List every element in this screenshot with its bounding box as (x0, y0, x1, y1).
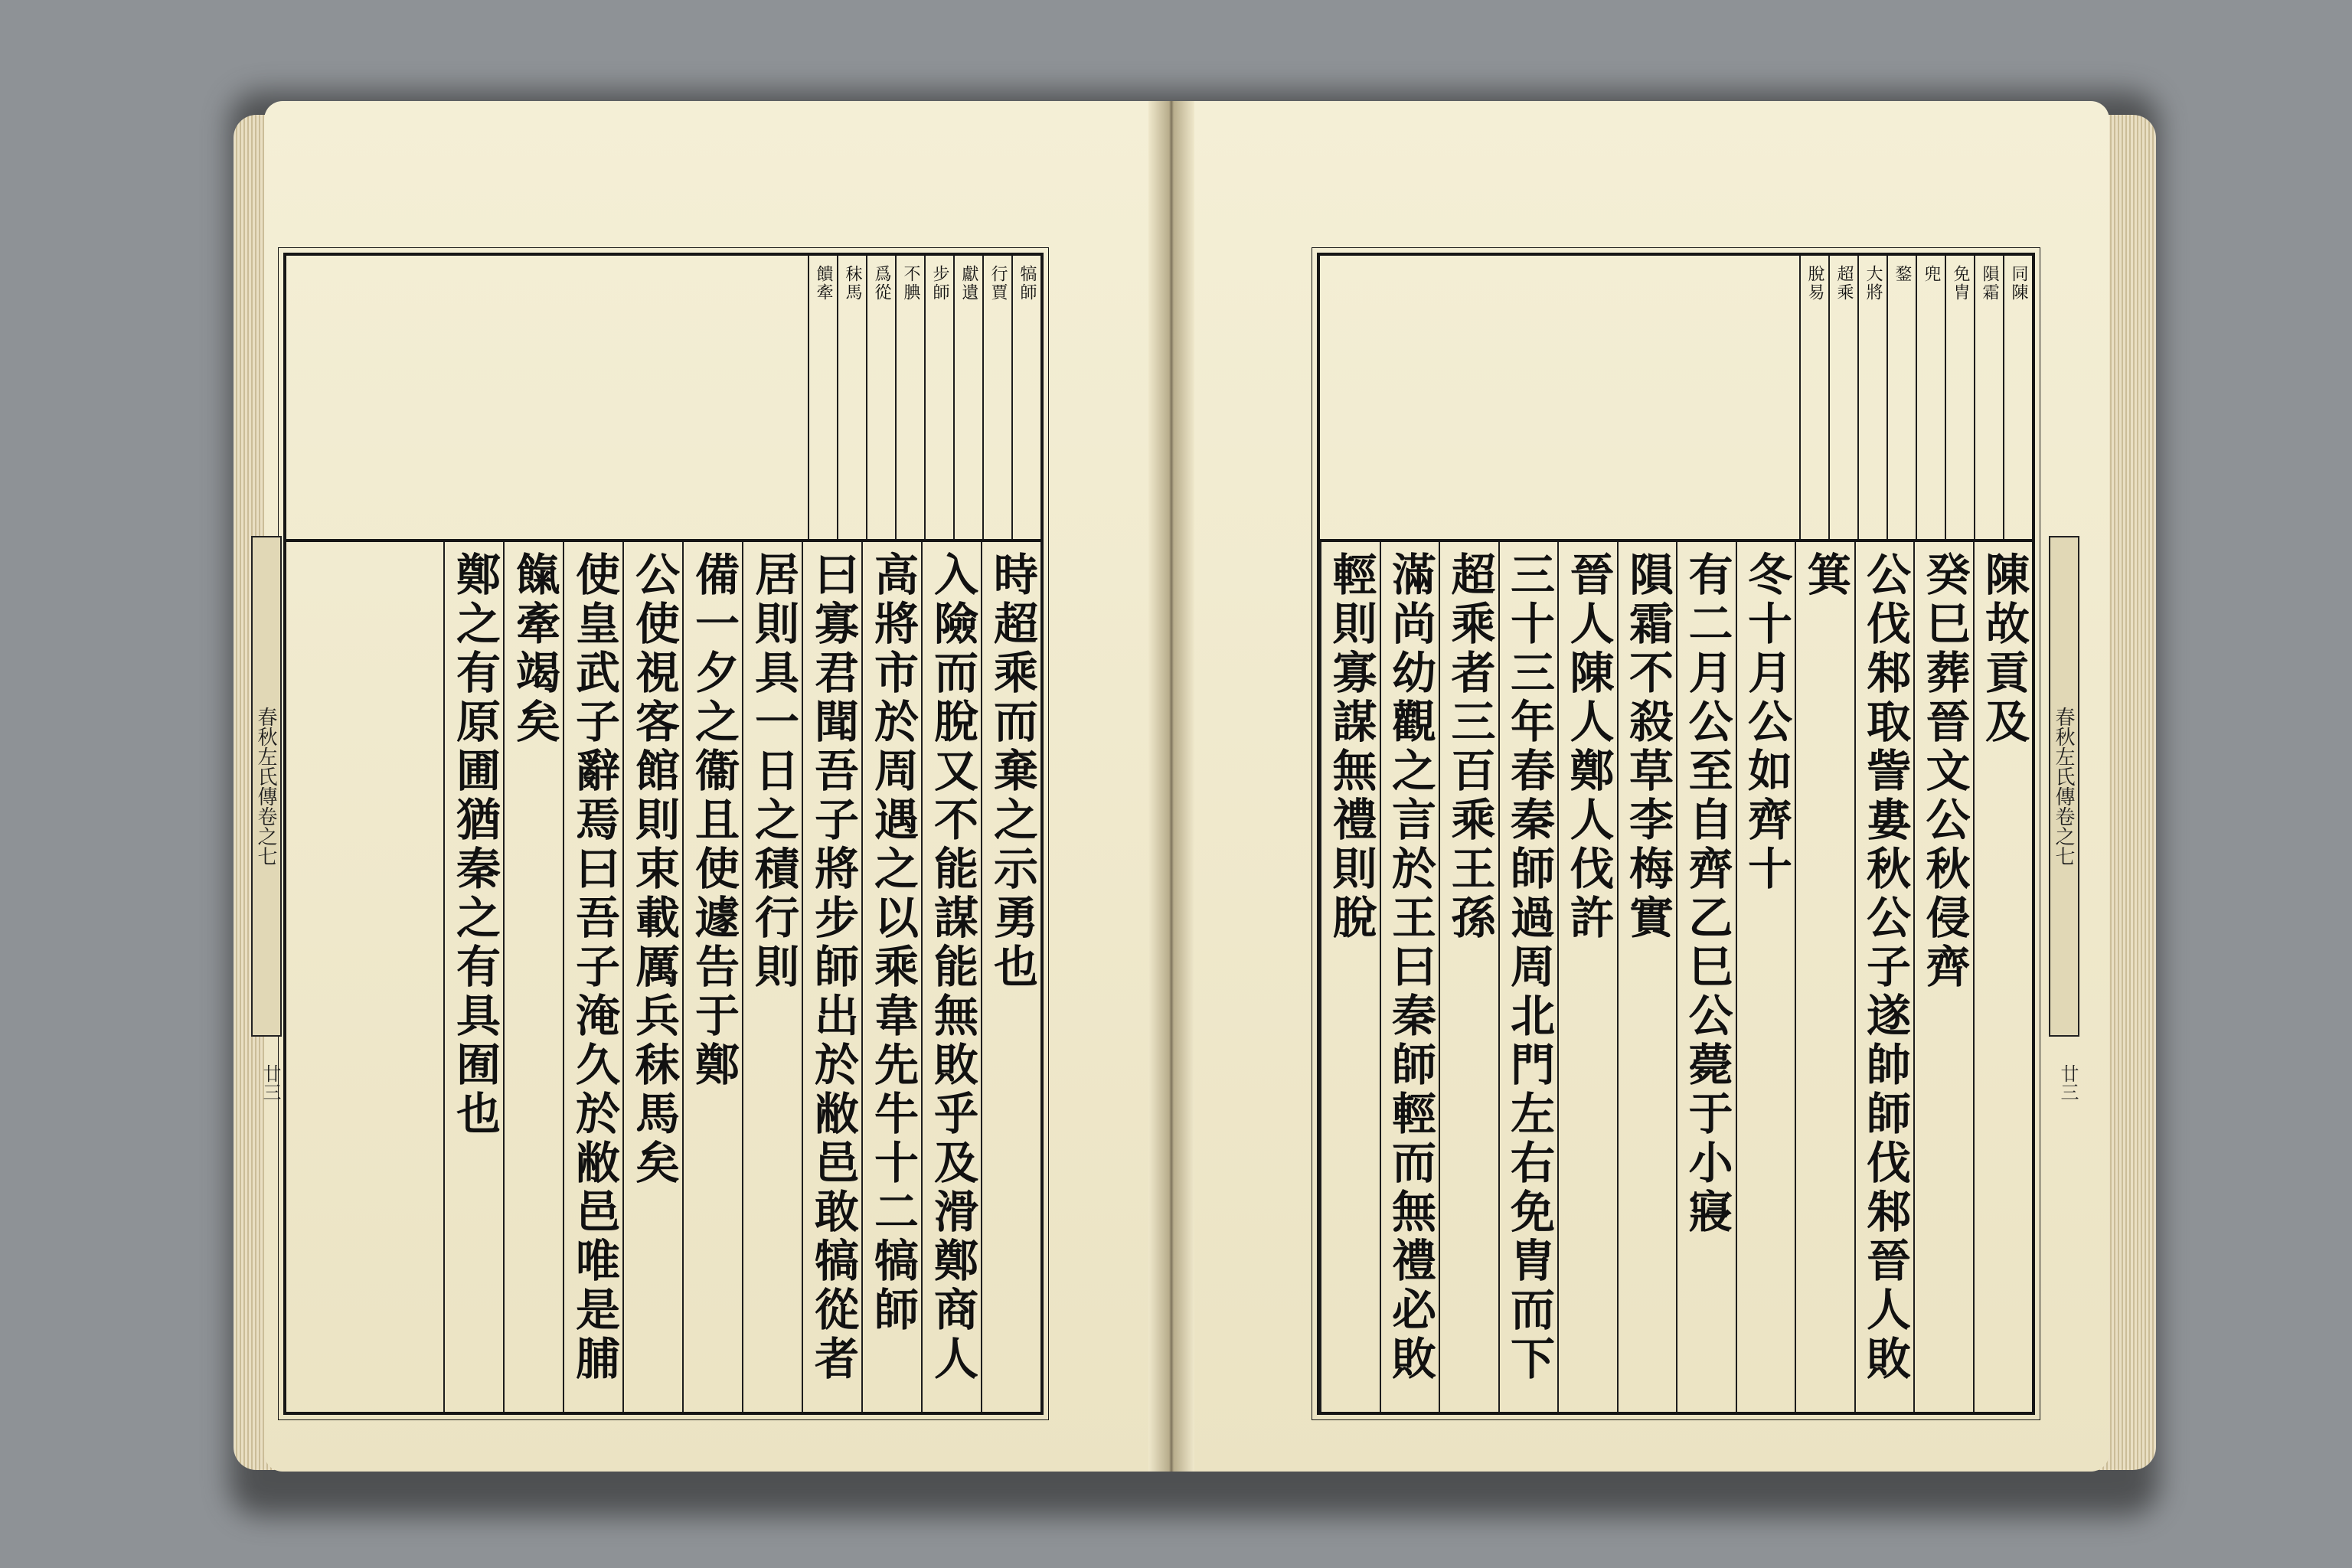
left-running-title: 春秋左氏傳卷之七 (251, 536, 282, 1037)
text-column: 滿尚幼觀之言於王曰秦師輕而無禮必敗 (1380, 542, 1439, 1412)
head-note: 免胄 (1945, 256, 1974, 539)
text-column: 鄭之有原圃猶秦之有具囿也 (443, 542, 503, 1412)
text-column: 有二月公至自齊乙巳公薨于小寢 (1676, 542, 1736, 1412)
head-note: 饋牽 (808, 256, 837, 539)
left-folio: 廿三 (260, 1064, 281, 1101)
left-text-frame (283, 253, 1044, 1415)
head-note: 兜 (1916, 256, 1945, 539)
text-column: 備一夕之衞且使遽告于鄭 (682, 542, 742, 1412)
text-column: 隕霜不殺草李梅實 (1617, 542, 1677, 1412)
text-column: 餼牽竭矣 (503, 542, 563, 1412)
text-column: 高將市於周遇之以乘韋先牛十二犒師 (861, 542, 921, 1412)
text-column: 曰寡君聞吾子將步師出於敝邑敢犒從者 (802, 542, 861, 1412)
head-note: 超乘 (1828, 256, 1857, 539)
right-main-text (1320, 542, 2032, 1412)
text-column: 晉人陳人鄭人伐許 (1557, 542, 1617, 1412)
head-note: 秣馬 (837, 256, 866, 539)
head-note: 步師 (924, 256, 953, 539)
text-column: 使皇武子辭焉曰吾子淹久於敝邑唯是脯 (563, 542, 622, 1412)
right-running-title: 春秋左氏傳卷之七 (2049, 536, 2079, 1037)
head-note: 鍪 (1886, 256, 1916, 539)
head-note: 行賈 (982, 256, 1011, 539)
left-head-notes (286, 256, 1040, 542)
right-folio: 廿三 (2057, 1064, 2079, 1101)
right-text-frame (1317, 253, 2035, 1415)
text-column: 冬十月公如齊十 (1736, 542, 1795, 1412)
text-column: 入險而脫又不能謀能無敗乎及滑鄭商人 (921, 542, 981, 1412)
text-column: 輕則寡謀無禮則脫 (1320, 542, 1380, 1412)
text-column: 公使視客館則束載厲兵秣馬矣 (622, 542, 682, 1412)
text-column: 居則具一日之積行則 (742, 542, 802, 1412)
text-column: 癸巳葬晉文公秋侵齊 (1913, 542, 1973, 1412)
head-note: 不腆 (895, 256, 924, 539)
head-note: 爲從 (866, 256, 895, 539)
text-column: 超乘者三百乘王孫 (1439, 542, 1498, 1412)
text-column: 陳故貢及 (1973, 542, 2033, 1412)
text-column: 箕 (1795, 542, 1854, 1412)
head-note: 脫易 (1799, 256, 1828, 539)
text-column: 時超乘而棄之示勇也 (981, 542, 1040, 1412)
head-note: 隕霜 (1974, 256, 2003, 539)
head-note: 獻遺 (953, 256, 982, 539)
text-column: 三十三年春秦師過周北門左右免胄而下 (1498, 542, 1558, 1412)
head-note: 大將 (1857, 256, 1886, 539)
left-main-text (286, 542, 1040, 1412)
text-column: 公伐邾取訾婁秋公子遂帥師伐邾晉人敗 (1854, 542, 1914, 1412)
head-note: 同陳 (2003, 256, 2032, 539)
head-note: 犒師 (1011, 256, 1040, 539)
right-head-notes (1320, 256, 2032, 542)
book-gutter (1148, 101, 1194, 1472)
